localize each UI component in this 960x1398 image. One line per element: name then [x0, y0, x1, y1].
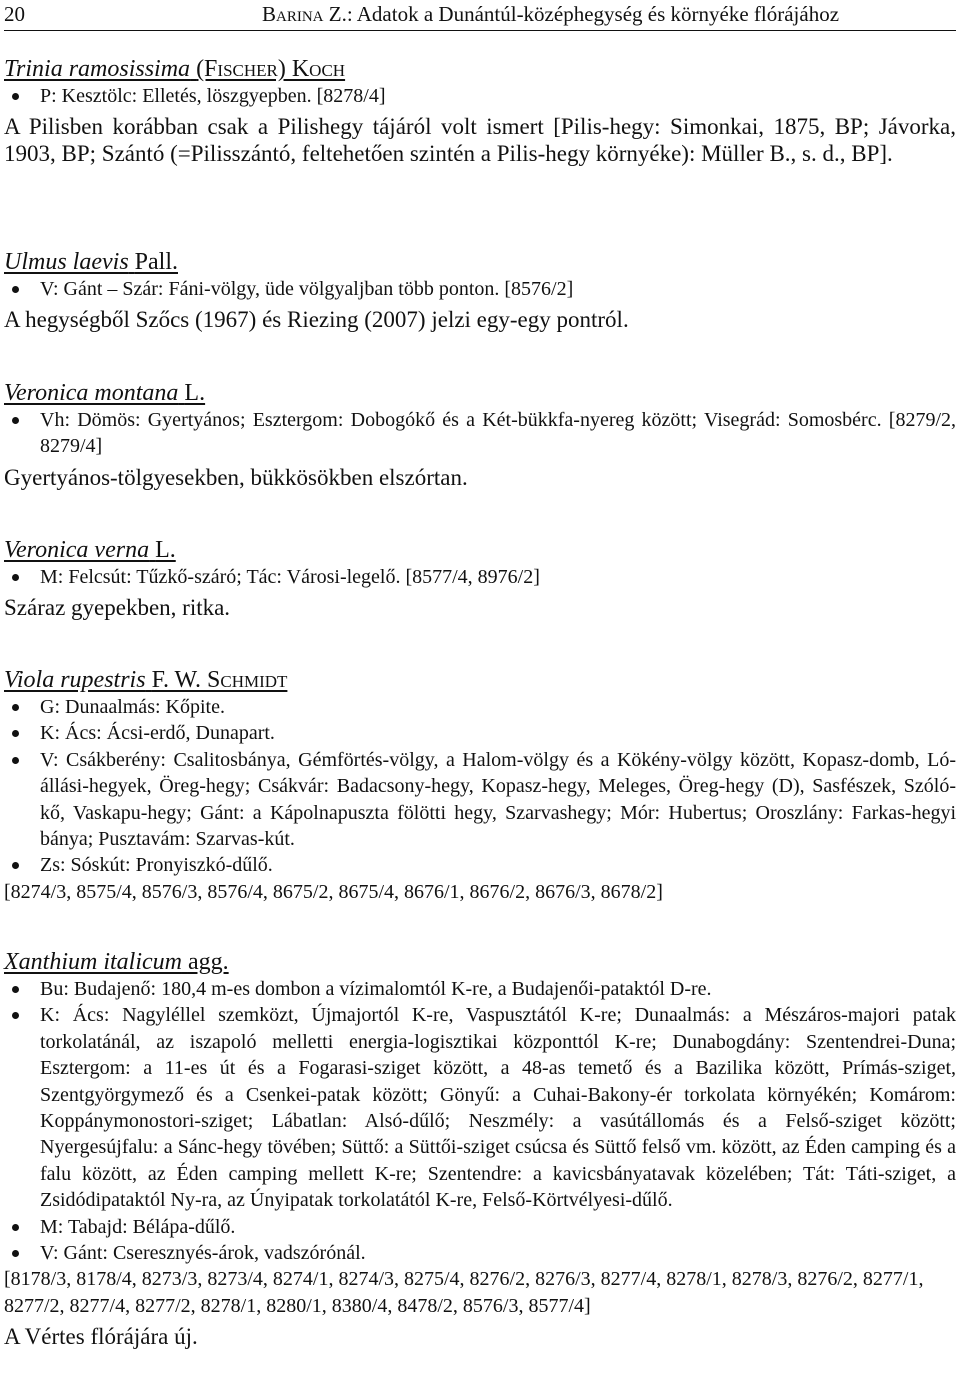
species-heading: Trinia ramosissima (Fischer) Koch: [4, 56, 346, 82]
entry-veronica-montana: [4, 379, 956, 491]
locality-item: M: Felcsút: Tűzkő-száró; Tác: Városi-legelő. [8577/4, 8976/2]: [4, 564, 956, 590]
species-heading: Veronica montana L.: [4, 380, 206, 406]
running-title: [262, 2, 839, 27]
entry-note: A Vértes flórájára új.: [4, 1324, 198, 1350]
locality-item: G: Dunaalmás: Kőpite.: [4, 694, 956, 720]
species-heading: Veronica verna L.: [4, 537, 176, 563]
locality-item: V: Gánt: Cseresznyés-árok, vadszórónál.: [4, 1240, 956, 1266]
locality-item: K: Ács: Nagyléllel szemközt, Újmajortól K-re, Vaspusztától K-re; Dunaalmás: a Mészáros-majori patak torkolatánál, az iszapoló melletti energia-logisztikai központtól K-re; Dunabogdány: Szentendrei-Duna; Esztergom: a 11-es út és a Fogarasi-sziget között, a 48-as temető és a Bazilika között, Prímás-sziget, Szentgyörgymező és a Csenkei-patak között; Gönyű: a Cuhai-Bakony-ér torkolata környékén; Komárom: Koppánymonostori-sziget; Lábatlan: Alsó-dűlő; Neszmély: a vasútállomás és a Felső-sziget között; Nyergesújfalu: a Sánc-hegy tövében; Süttő: a Süttői-sziget csúcsa és Süttő felső vm. között, az Éden camping és a falu között, az Éden camping mellett K-re; Szentendre: a kavicsbányatavak közelében; Tát: Táti-sziget, a Zsidódipataktól Ny-ra, az Únyipatak torkolatától K-re, Felső-Körtvélyesi-dűlő.: [4, 1002, 956, 1213]
entry-trinia: [4, 55, 956, 167]
species-heading: Viola rupestris F. W. Schmidt: [4, 667, 288, 693]
entry-veronica-verna: [4, 536, 956, 621]
locality-item: Bu: Budajenő: 180,4 m-es dombon a vízimalomtól K-re, a Budajenői-pataktól D-re.: [4, 976, 956, 1002]
entry-ulmus: [4, 248, 956, 333]
running-title-author: Barina Z.: [262, 2, 347, 26]
species-heading: Xanthium italicum agg.: [4, 949, 229, 975]
entry-note: A Pilisben korábban csak a Pilishegy tájáról volt ismert [Pilis-hegy: Simonkai, 1875, BP; Jávorka, 1903, BP; Szántó (=Pilisszántó, feltehetően szintén a Pilis-hegy környéke): Müller B., s. d., BP].: [4, 114, 956, 167]
locality-item: K: Ács: Ácsi-erdő, Dunapart.: [4, 720, 956, 746]
locality-item: V: Csákberény: Csalitosbánya, Gémförtés-völgy, a Halom-völgy és a Kökény-völgy között, Kopasz-domb, Ló-állási-hegyek, Öreg-hegy; Csákvár: Badacsony-hegy, Kopasz-hegy, Meleges, Öreg-hegy (D), Sasfészek, Szóló-kő, Vaskapu-hegy; Gánt: a Kápolnapuszta fölötti hegy, Szarvashegy; Mór: Hubertus; Oroszlány: Farkas-hegyi bánya; Pusztavám: Szarvas-kút.: [4, 747, 956, 853]
grid-references: [8274/3, 8575/4, 8576/3, 8576/4, 8675/2, 8675/4, 8676/1, 8676/2, 8676/3, 8678/2]: [4, 880, 663, 903]
species-heading: Ulmus laevis Pall.: [4, 249, 178, 275]
locality-item: Vh: Dömös: Gyertyános; Esztergom: Dobogókő és a Két-bükkfa-nyereg között; Visegrád: Somosbérc. [8279/2, 8279/4]: [4, 407, 956, 460]
locality-item: Zs: Sóskút: Pronyiszkó-dűlő.: [4, 852, 956, 878]
entry-viola: [4, 666, 956, 905]
entry-note: Gyertyános-tölgyesekben, bükkösökben elszórtan.: [4, 464, 468, 490]
running-title-text: : Adatok a Dunántúl-középhegység és környéke flórájához: [346, 2, 840, 26]
locality-item: M: Tabajd: Bélápa-dűlő.: [4, 1214, 956, 1240]
locality-item: V: Gánt – Szár: Fáni-völgy, üde völgyaljban több ponton. [8576/2]: [4, 276, 956, 302]
entry-xanthium: [4, 948, 956, 1350]
grid-references: [8178/3, 8178/4, 8273/3, 8273/4, 8274/1, 8274/3, 8275/4, 8276/2, 8276/3, 8277/4, 8278/1, 8278/3, 8276/2, 8277/1, 8277/2, 8277/4, 8277/2, 8278/1, 8280/1, 8380/4, 8478/2, 8576/3, 8577/4]: [4, 1268, 924, 1317]
locality-item: P: Kesztölc: Elletés, löszgyepben. [8278/4]: [4, 83, 956, 109]
running-header: [4, 0, 956, 31]
page-number: 20: [4, 2, 25, 26]
entry-note: A hegységből Szőcs (1967) és Riezing (2007) jelzi egy-egy pontról.: [4, 307, 629, 333]
entry-note: Száraz gyepekben, ritka.: [4, 595, 231, 621]
